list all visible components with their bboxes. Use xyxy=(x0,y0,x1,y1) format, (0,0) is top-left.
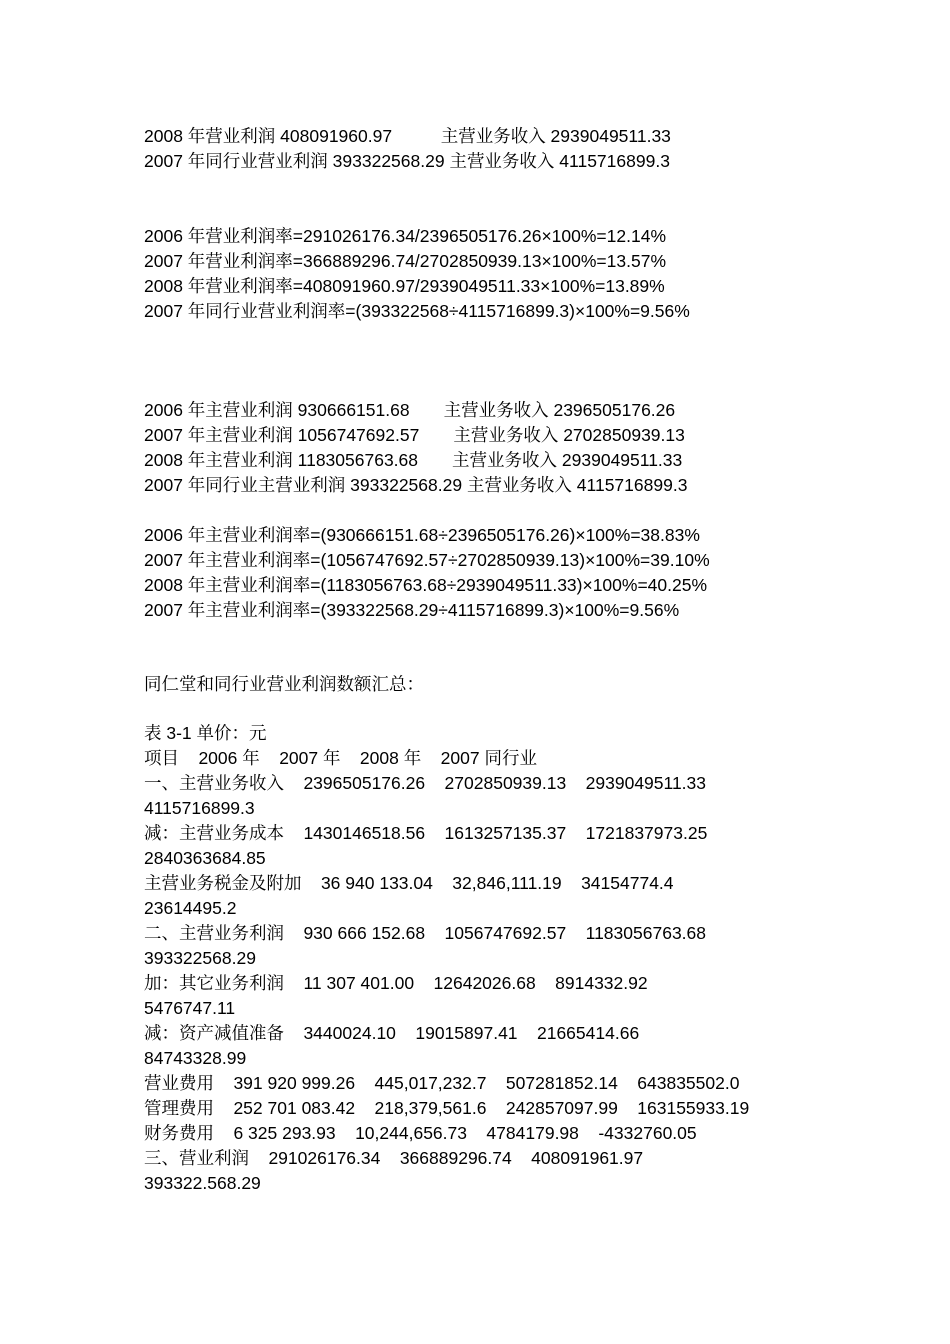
text-line: 2007 年同行业主营业利润 393322568.29 主营业务收入 4115716899.3 xyxy=(144,475,688,495)
text-line: 2006 年主营业利润 930666151.68 主营业务收入 2396505176.26 xyxy=(144,400,676,420)
table-row: 三、营业利润 291026176.34 366889296.74 408091961.97 xyxy=(144,1148,644,1168)
text-line: 2008 年主营业利润 1183056763.68 主营业务收入 2939049511.33 xyxy=(144,450,683,470)
table-row: 主营业务税金及附加 36 940 133.04 32,846,111.19 34154774.4 xyxy=(144,873,674,893)
table-row-wrap: 5476747.11 xyxy=(144,998,236,1018)
table-row: 减：资产减值准备 3440024.10 19015897.41 21665414.66 xyxy=(144,1023,640,1043)
table-row: 管理费用 252 701 083.42 218,379,561.6 242857097.99 163155933.19 xyxy=(144,1098,750,1118)
text-line: 2007 年主营业利润率=(393322568.29÷4115716899.3)×100%=9.56% xyxy=(144,600,680,620)
section-heading: 同仁堂和同行业营业利润数额汇总： xyxy=(144,674,424,694)
table-caption: 表 3-1 单价：元 xyxy=(144,723,267,743)
text-line: 2008 年营业利润率=408091960.97/2939049511.33×100%=13.89% xyxy=(144,276,665,296)
text-line: 2006 年营业利润率=291026176.34/2396505176.26×100%=12.14% xyxy=(144,226,667,246)
text-line: 2007 年主营业利润率=(1056747692.57÷2702850939.13)×100%=39.10% xyxy=(144,550,710,570)
table-row-wrap: 84743328.99 xyxy=(144,1048,247,1068)
table-row-wrap: 2840363684.85 xyxy=(144,848,266,868)
table-row: 营业费用 391 920 999.26 445,017,232.7 507281852.14 643835502.0 xyxy=(144,1073,740,1093)
table-header: 项目 2006 年 2007 年 2008 年 2007 同行业 xyxy=(144,748,537,768)
table-row-wrap: 393322.568.29 xyxy=(144,1173,261,1193)
table-row-wrap: 4115716899.3 xyxy=(144,798,255,818)
table-row-wrap: 393322568.29 xyxy=(144,948,256,968)
text-line: 2006 年主营业利润率=(930666151.68÷2396505176.26)×100%=38.83% xyxy=(144,525,700,545)
text-line: 2007 年同行业营业利润率=(393322568÷4115716899.3)×100%=9.56% xyxy=(144,301,690,321)
table-row-wrap: 23614495.2 xyxy=(144,898,237,918)
table-row: 一、主营业务收入 2396505176.26 2702850939.13 2939049511.33 xyxy=(144,773,707,793)
table-row: 财务费用 6 325 293.93 10,244,656.73 4784179.98 -4332760.05 xyxy=(144,1123,697,1143)
text-line: 2008 年主营业利润率=(1183056763.68÷2939049511.33)×100%=40.25% xyxy=(144,575,708,595)
table-row: 加：其它业务利润 11 307 401.00 12642026.68 8914332.92 xyxy=(144,973,648,993)
table-row: 减：主营业务成本 1430146518.56 1613257135.37 1721837973.25 xyxy=(144,823,708,843)
text-line: 2007 年同行业营业利润 393322568.29 主营业务收入 4115716899.3 xyxy=(144,151,670,171)
text-line: 2007 年营业利润率=366889296.74/2702850939.13×100%=13.57% xyxy=(144,251,667,271)
text-line: 2007 年主营业利润 1056747692.57 主营业务收入 2702850939.13 xyxy=(144,425,685,445)
text-line: 2008 年营业利润 408091960.97 主营业务收入 2939049511.33 xyxy=(144,126,671,146)
table-row: 二、主营业务利润 930 666 152.68 1056747692.57 1183056763.68 xyxy=(144,923,706,943)
